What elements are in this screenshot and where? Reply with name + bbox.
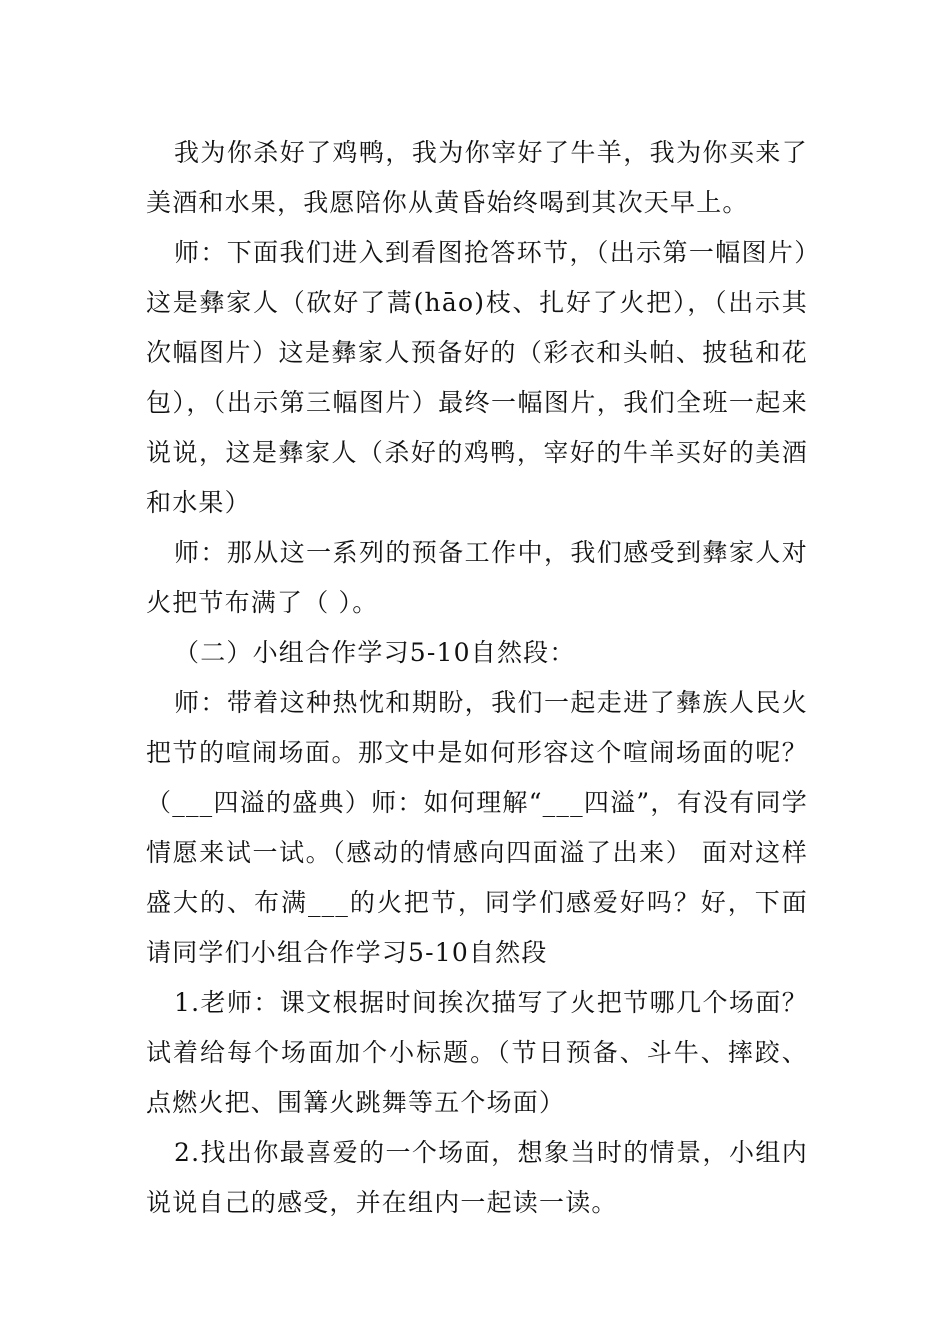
paragraph-picture-quiz: 师：下面我们进入到看图抢答环节，（出示第一幅图片）这是彝家人（砍好了蒿(hāo)枝、扎好了火把），（出示其次幅图片）这是彝家人预备好的（彩衣和头帕、披毡和花包），（出示第三幅图片）最终一幅图片，我们全班一起来说说，这是彝家人（杀好的鸡鸭，宰好的牛羊买好的美酒和水果） xyxy=(146,238,808,517)
paragraph-task-two: 2.找出你最喜爱的一个场面，想象当时的情景，小组内说说自己的感受，并在组内一起读一读。 xyxy=(146,1138,808,1217)
document-body xyxy=(146,128,808,1228)
paragraph-welcome-song: 我为你杀好了鸡鸭，我为你宰好了牛羊，我为你买来了美酒和水果，我愿陪你从黄昏始终喝到其次天早上。 xyxy=(146,138,808,217)
paragraph-festival-scene: 师：带着这种热忱和期盼，我们一起走进了彝族人民火把节的喧闹场面。那文中是如何形容这个喧闹场面的呢？（___四溢的盛典）师：如何理解“___四溢”，有没有同学情愿来试一试。（感动的情感向四面溢了出来） 面对这样盛大的、布满___的火把节，同学们感爱好吗？好，下面请同学们小组合作学习5-10自然段 xyxy=(146,688,808,967)
paragraph-preparation-feeling: 师：那从这一系列的预备工作中，我们感受到彝家人对火把节布满了（ ）。 xyxy=(146,538,808,617)
paragraph-group-study-heading: （二）小组合作学习5-10自然段： xyxy=(174,638,576,667)
paragraph-task-one: 1.老师：课文根据时间挨次描写了火把节哪几个场面？试着给每个场面加个小标题。（节日预备、斗牛、摔跤、点燃火把、围篝火跳舞等五个场面） xyxy=(146,988,808,1117)
